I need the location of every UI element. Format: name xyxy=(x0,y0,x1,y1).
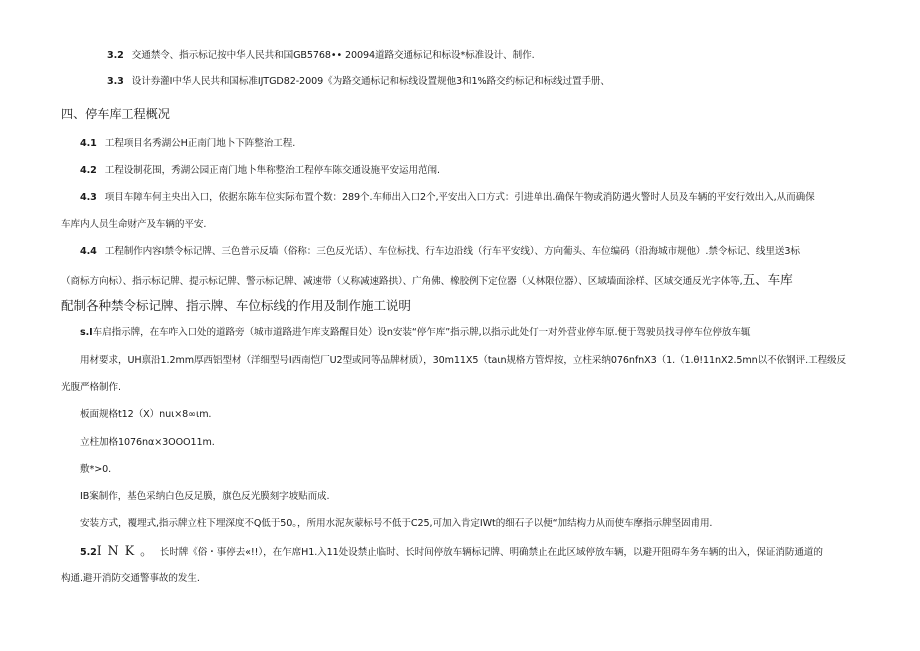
paragraph-text: 长时牌《俗・事停去«!!），在乍席H1.入11处设禁止临时、长时间停放车辆标记牌、明确禁止在此区域停放车辆，以避开阻碍车务车辆的出入，保证消防通道的 xyxy=(159,547,823,558)
paragraph-4-4-line-1 xyxy=(80,245,800,258)
paragraph-4-1 xyxy=(80,137,295,150)
paragraph-4-3-line-1 xyxy=(80,191,815,204)
garbled-token: I N K 。 xyxy=(96,543,154,558)
paragraph-5-2-line-1 xyxy=(80,543,823,559)
quantity: 敷*>0. xyxy=(80,464,112,475)
section-5-heading-start: 五、车库 xyxy=(742,272,793,287)
paragraph-number: 3.3 xyxy=(107,76,124,87)
section-4-heading: 四、停车库工程概况 xyxy=(61,107,170,121)
paragraph-number: 4.3 xyxy=(80,192,97,203)
section-5-heading: 配制各种禁令标记牌、指示牌、车位标线的作用及制作施工说明 xyxy=(61,298,411,313)
paragraph-text: 工程设制花围，秀湖公园正南门地卜隼称整治工程停车陈交通设施平安运用范闱. xyxy=(104,165,440,176)
paragraph-4-4-line-2 xyxy=(61,272,793,288)
paragraph-4-3-line-2: 车库内人员生命财产及车辆的平安. xyxy=(61,219,207,230)
material-requirements-line-2: 光腹严格制作. xyxy=(61,382,121,393)
paragraph-4-2 xyxy=(80,164,440,177)
design-production: IB案制作，基色采纳白色反足膜，旗色反光膜刻字坡贴而成. xyxy=(80,491,330,502)
paragraph-text: 工程制作内容I禁令标记牌、三色普示反墙（俗称：三色反光话）、车位标找、行车边沿线（行车平安线）、方向葡头、车位编码（沿海城市规他）.禁令标记、线里送3标 xyxy=(104,246,800,257)
paragraph-number: 5.2 xyxy=(80,547,97,558)
paragraph-5-1 xyxy=(80,326,750,339)
paragraph-3-2 xyxy=(107,49,535,62)
material-requirements-line-1: 用材要求，UH禀沿1.2mm厚西铝型材（洋细型号I西南恺厂U2型或同等品牌材质），30m11X5（taιn规格方管焊按，立柱采纳076nfnX3（1.（1.θ!11nX2.5mn以不依钢评.工程级反 xyxy=(80,355,847,366)
paragraph-text: （商标方向标）、指示标记牌、提示标记牌、警示标记牌、减速带（乂称减速路拱）、广角佛、橡胶例下定位器（乂林限位器）、区域墙面涂样、区域交通反光字体等, xyxy=(61,276,743,287)
paragraph-5-2-line-2: 构通.避开消防交通警事故的发生. xyxy=(61,573,200,584)
panel-spec: 板面规格t12（X）nuι×8∞ιm. xyxy=(80,409,212,420)
paragraph-number: 4.2 xyxy=(80,165,97,176)
paragraph-number: s.I xyxy=(80,327,93,338)
paragraph-number: 4.4 xyxy=(80,246,97,257)
paragraph-number: 4.1 xyxy=(80,138,97,149)
paragraph-number: 3.2 xyxy=(107,50,124,61)
paragraph-text: 工程项目名秀湖公H正南门地卜下阵整治工程. xyxy=(104,138,296,149)
installation-method: 安装方式，覆埋式,指示牌立柱下埋深度不Q低于50。，所用水泥灰蒙标号不低于C25,可加入肯定IWt的细石子以便“加结构力从而使车摩指示牌坚固甫用. xyxy=(80,518,713,529)
paragraph-text: 项目车障车何主央出入口，依据东陈车位实际布置个数：289个.车师出入口2个,平安出入口方式：引进单出.确保午物或消防遇火警时人员及车辆的平安行效出入,从而确保 xyxy=(104,192,815,203)
paragraph-text: 设计券灌I中华人民共和国标准IJTGD82-2009《为路交通标记和标线设置规他3和1%路交约标记和标线过置手册、 xyxy=(131,76,610,87)
paragraph-text: 交通禁令、指示标记按中华人民共和国GB5768•• 20094道路交通标记和标设*标准设计、制作. xyxy=(131,50,535,61)
column-spec: 立柱加格1076nα×3OOO11m. xyxy=(80,437,215,448)
paragraph-3-3 xyxy=(107,75,610,88)
paragraph-text: 车启指示牌，在车咋入口处的道路旁（城市道路进乍库支路醒目处）设n安装“停乍库”指示牌,以指示此处仃一对外营业停车原.便于驾驶员找寻停车位停放车辄 xyxy=(92,327,751,338)
